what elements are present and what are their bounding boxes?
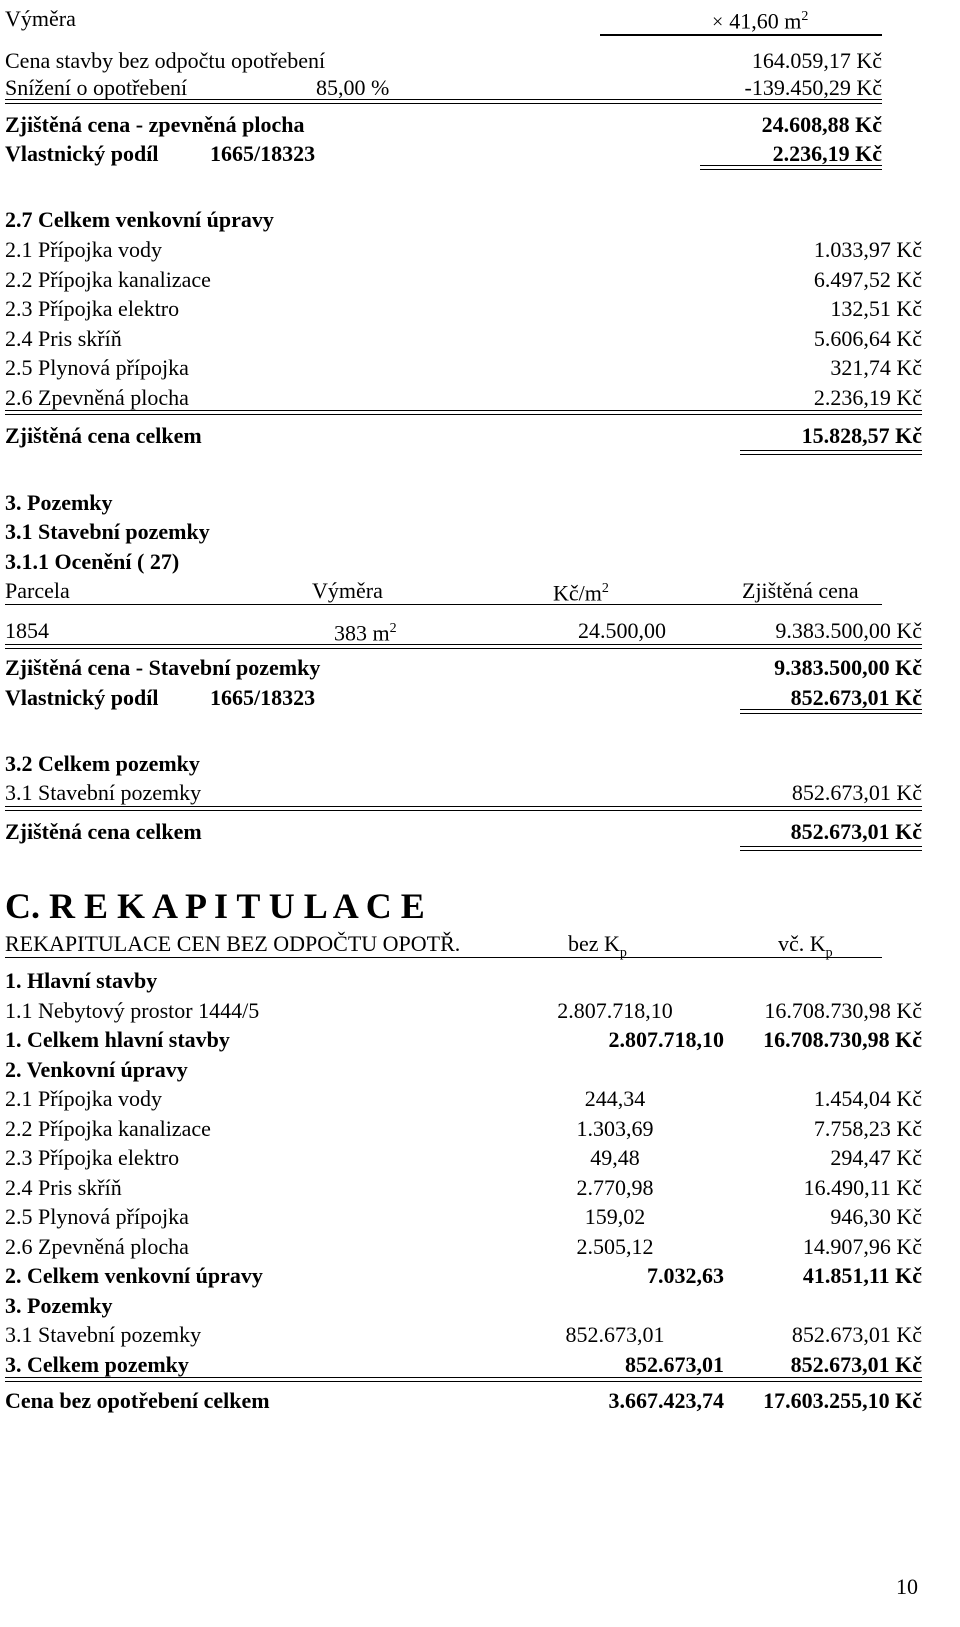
- table-row-bez-kp: 2.807.718,10: [557, 997, 673, 1023]
- cena-bez-label: Cena stavby bez odpočtu opotřebení: [5, 48, 326, 73]
- table-row-bez-kp: 2.807.718,10: [608, 1027, 724, 1052]
- zjistena-label: Zjištěná cena - zpevněná plocha: [5, 112, 305, 137]
- divider: [5, 414, 922, 415]
- table-row-label: 2.5 Plynová přípojka: [5, 1204, 189, 1229]
- divider: [5, 99, 882, 100]
- table-row-bez-kp: 2.505,12: [576, 1233, 654, 1259]
- row-cena: 9.383.500,00 Kč: [775, 618, 922, 643]
- divider: [700, 169, 882, 170]
- list-item-label: 2.5 Plynová přípojka: [5, 355, 189, 380]
- table-row-label: 2.1 Přípojka vody: [5, 1086, 163, 1111]
- divider: [740, 846, 922, 847]
- table-row-label: 2. Celkem venkovní úpravy: [5, 1263, 263, 1288]
- table-row-label: 2. Venkovní úpravy: [5, 1056, 188, 1082]
- divider: [740, 850, 922, 851]
- divider: [740, 709, 922, 710]
- col-vymera: Výměra: [312, 578, 383, 603]
- total-label: Zjištěná cena celkem: [5, 423, 202, 448]
- table-row-vc-kp: 294,47 Kč: [830, 1145, 922, 1170]
- table-row-label: 3.1 Stavební pozemky: [5, 1322, 202, 1347]
- times-icon: ×: [712, 11, 724, 34]
- vymera-value: × 41,60 $m^2$: [712, 8, 809, 34]
- table-row-bez-kp: 159,02: [584, 1204, 646, 1229]
- col-bez-kp: bez $K_p$: [568, 931, 627, 961]
- table-row-vc-kp: 41.851,11 Kč: [802, 1263, 922, 1288]
- divider: [740, 450, 922, 451]
- divider: [5, 1377, 922, 1378]
- page-number: 10: [896, 1574, 918, 1599]
- celkem-item-label: 3.1 Stavební pozemky: [5, 780, 202, 805]
- celkem-item-value: 852.673,01 Kč: [791, 780, 922, 805]
- divider: [700, 165, 882, 166]
- table-row-bez-kp: 852.673,01: [625, 1351, 724, 1377]
- table-row-vc-kp: 14.907,96 Kč: [802, 1233, 922, 1259]
- col-parcela: Parcela: [5, 578, 70, 603]
- list-item-value: 5.606,64 Kč: [813, 325, 922, 351]
- zjistena-value: 9.383.500,00 Kč: [774, 655, 922, 680]
- table-row-vc-kp: 1.454,04 Kč: [813, 1086, 922, 1111]
- table-row-label: 2.4 Pris skříň: [5, 1174, 122, 1200]
- zjistena-label: Zjištěná cena - Stavební pozemky: [5, 655, 321, 680]
- table-row-vc-kp: 7.758,23 Kč: [813, 1115, 922, 1141]
- divider: [740, 713, 922, 714]
- row-kc: 24.500,00: [578, 618, 666, 643]
- total-label: Zjištěná cena celkem: [5, 819, 202, 844]
- col-vc-kp: vč. $K_p$: [778, 931, 833, 961]
- rekap-total-label: Cena bez opotřebení celkem: [5, 1388, 270, 1413]
- podil-label: Vlastnický podíl: [5, 141, 159, 166]
- divider: [5, 644, 922, 645]
- rekap-total-v1: 3.667.423,74: [608, 1388, 724, 1413]
- list-item-label: 2.2 Přípojka kanalizace: [5, 266, 211, 292]
- table-row-label: 1.1 Nebytový prostor 1444/5: [5, 997, 260, 1023]
- table-row-label: 2.2 Přípojka kanalizace: [5, 1115, 211, 1141]
- divider: [5, 810, 922, 811]
- snizeni-value: -139.450,29 Kč: [744, 75, 882, 100]
- table-row-label: 3. Celkem pozemky: [5, 1351, 189, 1377]
- podil-value: 852.673,01 Kč: [790, 685, 922, 710]
- rekap-total-v2: 17.603.255,10 Kč: [763, 1388, 922, 1413]
- list-item-value: 2.236,19 Kč: [813, 384, 922, 410]
- table-row-vc-kp: 16.708.730,98 Kč: [763, 1027, 922, 1052]
- podil-ratio: 1665/18323: [210, 141, 316, 166]
- snizeni-label: Snížení o opotřebení: [5, 75, 188, 100]
- list-item-label: 2.3 Přípojka elektro: [5, 296, 180, 321]
- table-row-vc-kp: 852.673,01 Kč: [791, 1322, 922, 1347]
- col-zjistena-cena: Zjištěná cena: [742, 578, 859, 603]
- divider: [5, 604, 882, 605]
- table-row-bez-kp: 7.032,63: [647, 1263, 724, 1288]
- table-row-bez-kp: 2.770,98: [576, 1174, 654, 1200]
- list-item-label: 2.1 Přípojka vody: [5, 237, 163, 262]
- row-vymera: 383 $m^2$: [334, 620, 397, 646]
- divider: [5, 1381, 922, 1382]
- list-item-value: 1.033,97 Kč: [813, 237, 922, 262]
- table-row-bez-kp: 49,48: [590, 1145, 640, 1170]
- table-row-vc-kp: 946,30 Kč: [830, 1204, 922, 1229]
- list-item-value: 6.497,52 Kč: [813, 266, 922, 292]
- section-heading: 2.7 Celkem venkovní úpravy: [5, 207, 274, 232]
- divider: [740, 454, 922, 455]
- section-heading: 3. Pozemky: [5, 490, 113, 515]
- list-item-label: 2.4 Pris skříň: [5, 325, 122, 351]
- podil-value: 2.236,19 Kč: [772, 141, 882, 166]
- zjistena-value: 24.608,88 Kč: [761, 112, 882, 137]
- table-row-vc-kp: 16.708.730,98 Kč: [764, 997, 922, 1023]
- podil-ratio: 1665/18323: [210, 685, 316, 710]
- row-parcela: 1854: [5, 618, 49, 643]
- divider: [5, 957, 882, 958]
- snizeni-pct: 85,00 %: [316, 75, 390, 100]
- rekap-title: C. R E K A P I T U L A C E: [5, 886, 425, 926]
- table-row-vc-kp: 16.490,11 Kč: [803, 1174, 922, 1200]
- vymera-label: Výměra: [5, 6, 76, 31]
- table-row-bez-kp: 244,34: [584, 1086, 646, 1111]
- rekap-subtitle: REKAPITULACE CEN BEZ ODPOČTU OPOTŘ.: [5, 931, 461, 956]
- section-heading: 3.2 Celkem pozemky: [5, 751, 200, 776]
- table-row-label: 2.3 Přípojka elektro: [5, 1145, 180, 1170]
- cena-bez-value: 164.059,17 Kč: [751, 48, 882, 73]
- podil-label: Vlastnický podíl: [5, 685, 159, 710]
- table-row-vc-kp: 852.673,01 Kč: [790, 1351, 922, 1377]
- divider: [5, 648, 922, 649]
- table-row-label: 2.6 Zpevněná plocha: [5, 1233, 189, 1259]
- divider: [600, 34, 882, 36]
- section-heading: 3.1 Stavební pozemky: [5, 519, 210, 544]
- table-row-bez-kp: 1.303,69: [576, 1115, 654, 1141]
- list-item-label: 2.6 Zpevněná plocha: [5, 384, 189, 410]
- list-item-value: 132,51 Kč: [830, 296, 922, 321]
- total-value: 15.828,57 Kč: [801, 423, 922, 448]
- divider: [5, 103, 882, 104]
- table-row-label: 3. Pozemky: [5, 1292, 113, 1318]
- col-kc-m2: $Kč/m^2$: [553, 580, 609, 606]
- divider: [5, 410, 922, 411]
- section-heading: 3.1.1 Ocenění ( 27): [5, 549, 180, 574]
- divider: [5, 806, 922, 807]
- table-row-bez-kp: 852.673,01: [565, 1322, 665, 1347]
- list-item-value: 321,74 Kč: [830, 355, 922, 380]
- table-row-label: 1. Hlavní stavby: [5, 968, 158, 993]
- total-value: 852.673,01 Kč: [790, 819, 922, 844]
- table-row-label: 1. Celkem hlavní stavby: [5, 1027, 230, 1052]
